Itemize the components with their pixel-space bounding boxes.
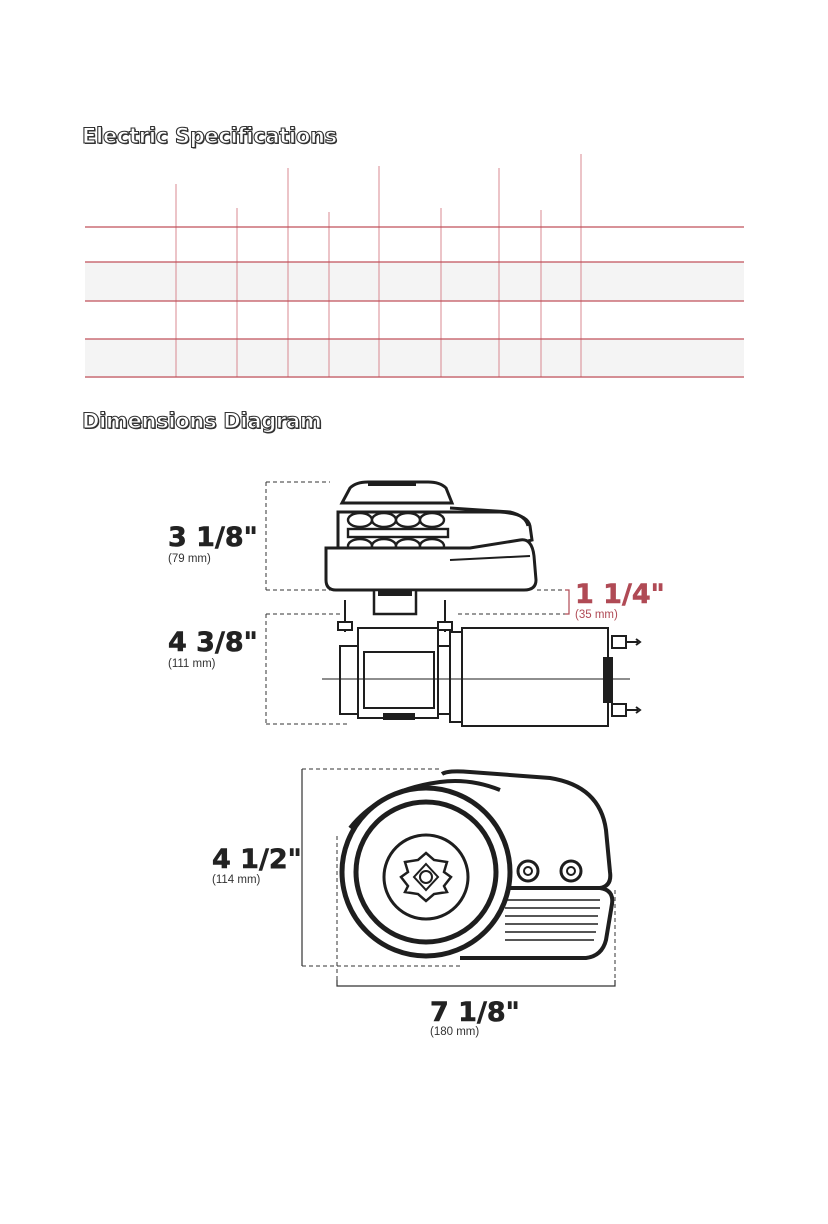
hub-shaft [420, 871, 432, 883]
windlass-front-view [302, 769, 615, 986]
deck-thickness-mm: (35 mm) [575, 609, 618, 621]
base-housing [326, 540, 536, 590]
below-deck-mm: (111 mm) [168, 658, 216, 670]
length-bracket [337, 980, 615, 986]
spec-table [85, 154, 744, 378]
motor-terminals [612, 636, 640, 716]
motor-flange [450, 632, 462, 722]
top-height-inch: 3 1/8" [168, 522, 258, 553]
length-inch: 7 1/8" [430, 997, 520, 1028]
top-height-mm: (79 mm) [168, 553, 211, 565]
gearbox-motor-side [322, 628, 640, 726]
front-height-mm: (114 mm) [212, 874, 261, 886]
shaft-collar [378, 590, 412, 596]
motor-body [462, 628, 608, 726]
table-row-shade [85, 339, 744, 378]
dimensions-diagram-title: Dimensions Diagram [82, 409, 322, 433]
table-row-shade [85, 262, 744, 301]
deck-bracket [565, 590, 569, 614]
cap-ring [368, 482, 416, 486]
length-mm: (180 mm) [430, 1026, 480, 1038]
electric-specifications-title: Electric Specifications [82, 124, 337, 148]
gearbox-drain [384, 714, 414, 719]
below-deck-inch: 4 3/8" [168, 627, 258, 658]
deck-thickness-inch: 1 1/4" [575, 579, 665, 610]
front-height-inch: 4 1/2" [212, 844, 302, 875]
gearbox-inner [364, 652, 434, 708]
motor-endcap [604, 658, 612, 702]
